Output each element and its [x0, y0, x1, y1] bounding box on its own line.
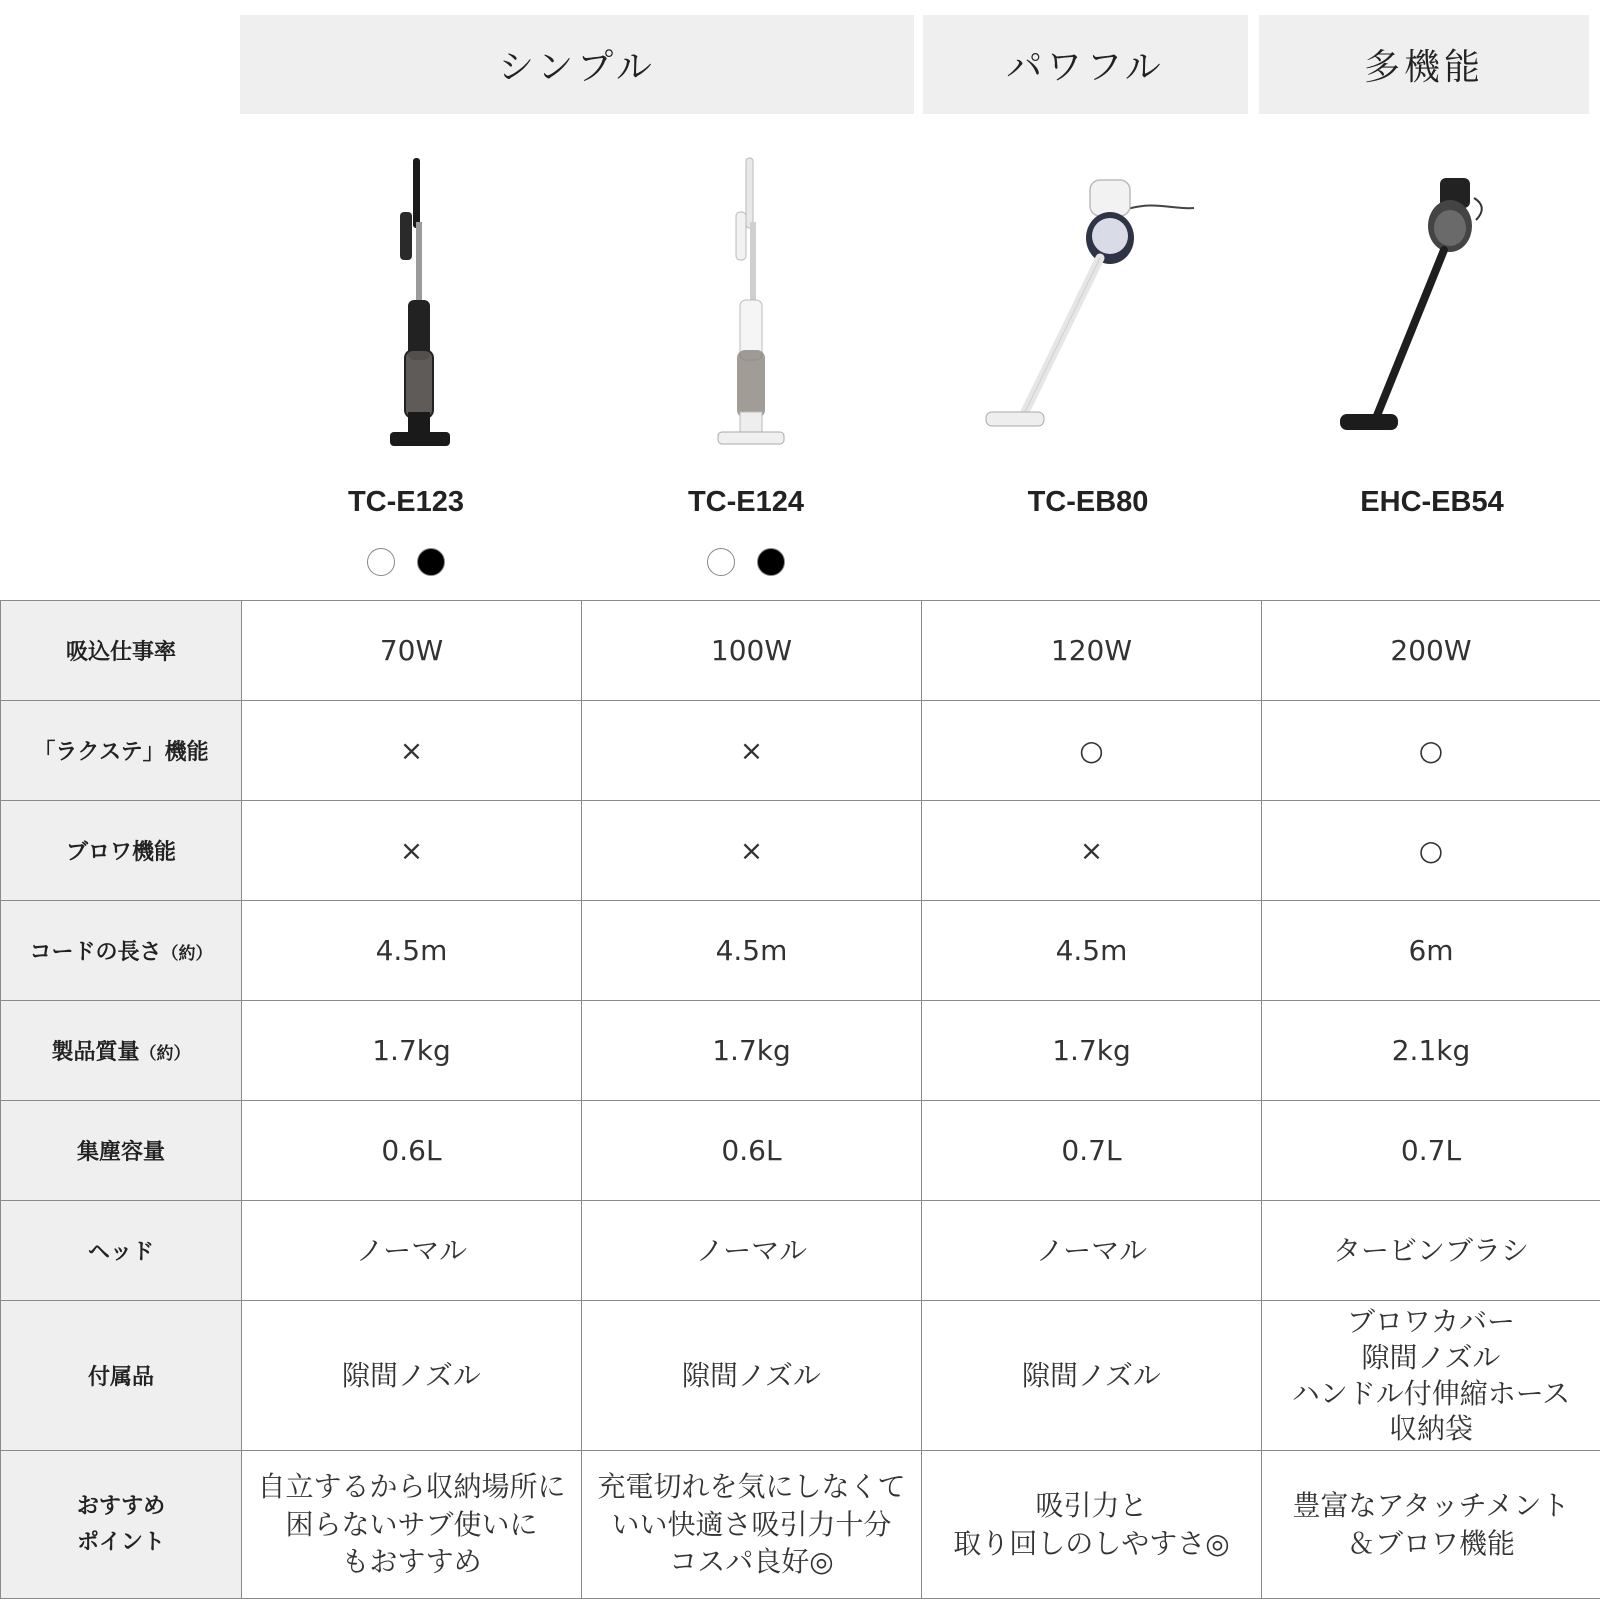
cell-value: 6m [1262, 901, 1600, 1001]
color-swatch-black[interactable] [417, 548, 445, 576]
cell-value: ○ [1262, 701, 1600, 801]
model-name: EHC-EB54 [1360, 486, 1504, 518]
cell-value: 0.6L [242, 1101, 582, 1201]
cell-value: 100W [582, 601, 922, 701]
color-options [236, 548, 576, 576]
cell-value: × [582, 801, 922, 901]
row-label: おすすめ ポイント [1, 1451, 242, 1599]
model-name: TC-EB80 [1027, 486, 1149, 518]
color-options [576, 548, 916, 576]
cell-value: 1.7kg [922, 1001, 1262, 1101]
cell-value: 4.5m [582, 901, 922, 1001]
row-label: 集塵容量 [1, 1101, 242, 1201]
table-row [1, 601, 1600, 701]
cell-value: ノーマル [582, 1201, 922, 1301]
row-label: 吸込仕事率 [1, 601, 242, 701]
table-row [1, 901, 1600, 1001]
category-header-multifunction: 多機能 [1259, 15, 1589, 114]
vacuum-white-upright-illustration [580, 150, 920, 460]
cell-value: × [242, 701, 582, 801]
cell-value: 70W [242, 601, 582, 701]
color-swatch-white[interactable] [367, 548, 395, 576]
vacuum-white-angled-illustration [924, 150, 1264, 460]
model-name: TC-E123 [347, 486, 465, 518]
cell-value: 4.5m [242, 901, 582, 1001]
row-label-note: （約） [139, 1044, 191, 1064]
table-row [1, 1451, 1600, 1599]
table-row [1, 801, 1600, 901]
cell-value: 1.7kg [242, 1001, 582, 1101]
cell-value: ブロワカバー 隙間ノズル ハンドル付伸縮ホース 収納袋 [1262, 1301, 1600, 1451]
cell-value: 隙間ノズル [582, 1301, 922, 1451]
color-swatch-white[interactable] [707, 548, 735, 576]
cell-value: × [922, 801, 1262, 901]
cell-value: タービンブラシ [1262, 1201, 1600, 1301]
table-row [1, 1101, 1600, 1201]
model-name: TC-E124 [687, 486, 805, 518]
category-header-simple: シンプル [240, 15, 914, 114]
row-label: コードの長さ（約） [1, 901, 242, 1001]
row-label: ヘッド [1, 1201, 242, 1301]
spec-comparison-table [0, 600, 1600, 1599]
cell-value: ノーマル [922, 1201, 1262, 1301]
cell-value: × [582, 701, 922, 801]
table-row [1, 1301, 1600, 1451]
cell-value: 200W [1262, 601, 1600, 701]
row-label: 製品質量（約） [1, 1001, 242, 1101]
cell-value: 1.7kg [582, 1001, 922, 1101]
cell-value: 2.1kg [1262, 1001, 1600, 1101]
table-row [1, 1001, 1600, 1101]
vacuum-black-upright-illustration [240, 150, 580, 460]
cell-value: 0.6L [582, 1101, 922, 1201]
product-image-tc-e123 [240, 150, 580, 460]
cell-value: ○ [922, 701, 1262, 801]
product-image-tc-eb80 [924, 150, 1264, 460]
table-row [1, 1201, 1600, 1301]
product-image-tc-e124 [580, 150, 920, 460]
cell-value: 豊富なアタッチメント ＆ブロワ機能 [1262, 1451, 1600, 1599]
cell-value: 吸引力と 取り回しのしやすさ◎ [922, 1451, 1262, 1599]
cell-value: 充電切れを気にしなくて いい快適さ吸引力十分 コスパ良好◎ [582, 1451, 922, 1599]
color-swatch-black[interactable] [757, 548, 785, 576]
table-row [1, 701, 1600, 801]
vacuum-black-angled-illustration [1262, 150, 1600, 460]
cell-value: 自立するから収納場所に 困らないサブ使いに もおすすめ [242, 1451, 582, 1599]
cell-value: 0.7L [922, 1101, 1262, 1201]
cell-value: ノーマル [242, 1201, 582, 1301]
row-label: 付属品 [1, 1301, 242, 1451]
cell-value: 隙間ノズル [242, 1301, 582, 1451]
product-image-ehc-eb54 [1262, 150, 1600, 460]
row-label-note: （約） [161, 944, 213, 964]
cell-value: 4.5m [922, 901, 1262, 1001]
cell-value: × [242, 801, 582, 901]
cell-value: ○ [1262, 801, 1600, 901]
row-label: 「ラクステ」機能 [1, 701, 242, 801]
row-label: ブロワ機能 [1, 801, 242, 901]
category-header-powerful: パワフル [923, 15, 1248, 114]
cell-value: 0.7L [1262, 1101, 1600, 1201]
cell-value: 隙間ノズル [922, 1301, 1262, 1451]
cell-value: 120W [922, 601, 1262, 701]
